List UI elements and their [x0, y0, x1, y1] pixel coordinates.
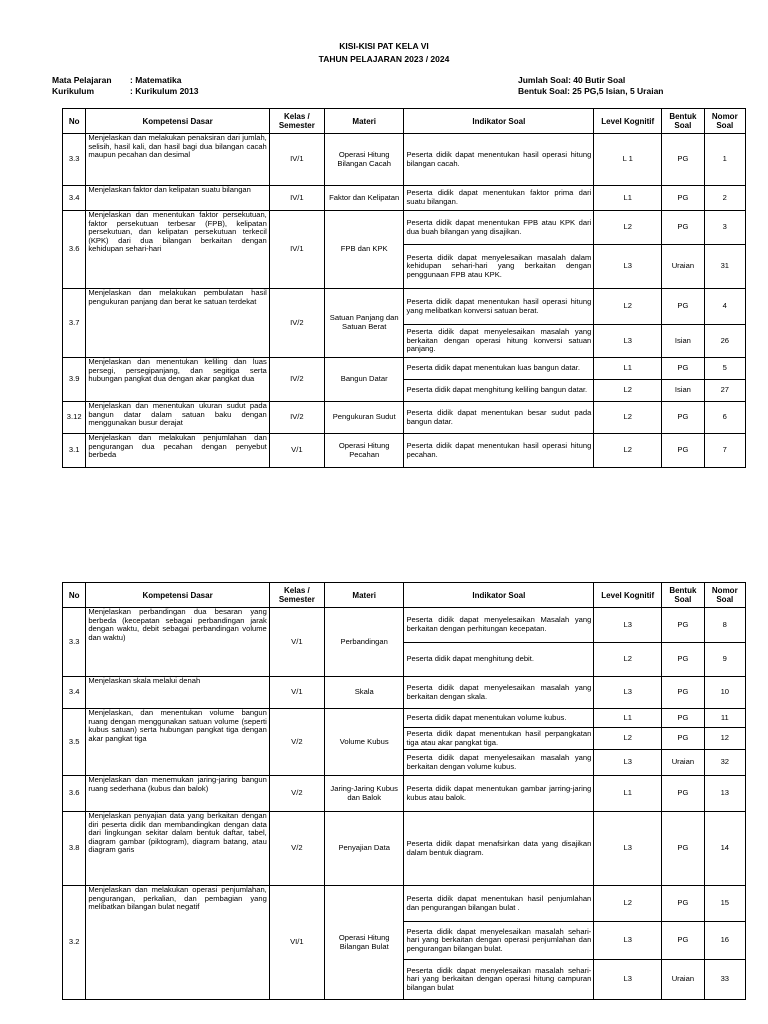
mapel-value: : Matematika — [130, 75, 182, 85]
cell-materi: Pengukuran Sudut — [324, 402, 404, 434]
cell-bentuk: Isian — [662, 380, 704, 402]
cell-level: L2 — [594, 289, 662, 325]
cell-kompetensi-dasar: Menjelaskan dan melakukan operasi penjumlahan, pengurangan, perkalian, dan pembagian yang melibatkan bilangan bulat negatif — [86, 886, 269, 1000]
cell-nomor: 8 — [704, 608, 745, 643]
cell-kelas: V/2 — [269, 776, 324, 812]
table-row — [63, 289, 746, 325]
cell-bentuk: PG — [662, 709, 704, 728]
cell-bentuk: PG — [662, 186, 704, 211]
cell-bentuk: PG — [662, 358, 704, 380]
cell-bentuk: PG — [662, 434, 704, 468]
cell-bentuk: PG — [662, 776, 704, 812]
cell-materi: Skala — [324, 677, 404, 709]
cell-nomor: 3 — [704, 211, 745, 245]
cell-no: 3.6 — [63, 776, 86, 812]
cell-indikator: Peserta didik dapat menafsirkan data yang disajikan dalam bentuk diagram. — [404, 812, 594, 886]
table-row — [63, 776, 746, 812]
cell-no: 3.3 — [63, 608, 86, 677]
cell-kompetensi-dasar: Menjelaskan skala melalui denah — [86, 677, 269, 709]
cell-indikator: Peserta didik dapat menyelesaikan masalah dalam kehidupan sehari-hari yang berkaitan dengan penggunaan FPB atau KPK. — [404, 245, 594, 289]
table-row — [63, 434, 746, 468]
cell-materi: Volume Kubus — [324, 709, 404, 776]
cell-bentuk: PG — [662, 608, 704, 643]
cell-bentuk: PG — [662, 677, 704, 709]
cell-indikator: Peserta didik dapat menyelesaikan masalah yang berkaitan dengan skala. — [404, 677, 594, 709]
cell-no: 3.6 — [63, 211, 86, 289]
cell-nomor: 7 — [704, 434, 745, 468]
header-level: Level Kognitif — [594, 109, 662, 134]
cell-bentuk: Uraian — [662, 245, 704, 289]
cell-nomor: 5 — [704, 358, 745, 380]
cell-no: 3.9 — [63, 358, 86, 402]
table-row — [63, 358, 746, 380]
cell-bentuk: Isian — [662, 325, 704, 358]
cell-level: L2 — [594, 728, 662, 750]
cell-indikator: Peserta didik dapat menentukan hasil operasi hitung bilangan cacah. — [404, 134, 594, 186]
table-row — [63, 211, 746, 245]
cell-kelas: IV/1 — [269, 186, 324, 211]
cell-bentuk: PG — [662, 289, 704, 325]
cell-kelas: IV/2 — [269, 358, 324, 402]
header-bentuk: Bentuk Soal — [662, 583, 704, 608]
cell-indikator: Peserta didik dapat menentukan faktor prima dari suatu bilangan. — [404, 186, 594, 211]
cell-indikator: Peserta didik dapat menentukan besar sudut pada bangun datar. — [404, 402, 594, 434]
cell-kompetensi-dasar: Menjelaskan dan menentukan ukuran sudut pada bangun datar dalam satuan baku dengan menggunakan busur derajat — [86, 402, 269, 434]
cell-level: L2 — [594, 380, 662, 402]
table-row — [63, 134, 746, 186]
cell-no: 3.4 — [63, 186, 86, 211]
cell-level: L1 — [594, 709, 662, 728]
cell-nomor: 27 — [704, 380, 745, 402]
cell-materi: Operasi Hitung Pecahan — [324, 434, 404, 468]
cell-nomor: 1 — [704, 134, 745, 186]
cell-level: L3 — [594, 325, 662, 358]
cell-bentuk: PG — [662, 643, 704, 677]
cell-kelas: V/1 — [269, 677, 324, 709]
header-kd: Kompetensi Dasar — [86, 109, 269, 134]
table-row — [63, 677, 746, 709]
cell-nomor: 32 — [704, 750, 745, 776]
cell-kompetensi-dasar: Menjelaskan dan melakukan penaksiran dari jumlah, selisih, hasil kali, dan hasil bagi dua bilangan cacah maupun pecahan dan desimal — [86, 134, 269, 186]
header-no: No — [63, 109, 86, 134]
cell-materi: Perbandingan — [324, 608, 404, 677]
cell-materi: Bangun Datar — [324, 358, 404, 402]
cell-nomor: 13 — [704, 776, 745, 812]
cell-indikator: Peserta didik dapat menyelesaikan masalah sehari-hari yang berkaitan dengan operasi hitung campuran bilangan bulat — [404, 960, 594, 1000]
cell-materi: Faktor dan Kelipatan — [324, 186, 404, 211]
jumlah-soal: Jumlah Soal: 40 Butir Soal — [518, 75, 626, 85]
cell-nomor: 9 — [704, 643, 745, 677]
cell-bentuk: PG — [662, 922, 704, 960]
cell-nomor: 16 — [704, 922, 745, 960]
header-materi: Materi — [324, 109, 404, 134]
cell-materi: Penyajian Data — [324, 812, 404, 886]
cell-nomor: 15 — [704, 886, 745, 922]
cell-no: 3.8 — [63, 812, 86, 886]
cell-kelas: V/1 — [269, 434, 324, 468]
cell-nomor: 33 — [704, 960, 745, 1000]
table-row — [63, 186, 746, 211]
header-kelas: Kelas / Semester — [269, 109, 324, 134]
cell-materi: Satuan Panjang dan Satuan Berat — [324, 289, 404, 358]
cell-level: L1 — [594, 776, 662, 812]
cell-level: L3 — [594, 677, 662, 709]
cell-level: L2 — [594, 402, 662, 434]
cell-kompetensi-dasar: Menjelaskan, dan menentukan volume bangun ruang dengan menggunakan satuan volume (seperti kubus satuan) serta hubungan pangkat tiga dengan akar pangkat tiga — [86, 709, 269, 776]
header-materi: Materi — [324, 583, 404, 608]
cell-kelas: V/2 — [269, 709, 324, 776]
cell-level: L3 — [594, 750, 662, 776]
cell-level: L2 — [594, 211, 662, 245]
cell-nomor: 31 — [704, 245, 745, 289]
header-nomor: Nomor Soal — [704, 583, 745, 608]
cell-indikator: Peserta didik dapat menentukan FPB atau KPK dari dua buah bilangan yang disajikan. — [404, 211, 594, 245]
cell-kompetensi-dasar: Menjelaskan dan melakukan penjumlahan dan pengurangan dua pecahan dengan penyebut berbeda — [86, 434, 269, 468]
kurikulum-label: Kurikulum — [52, 86, 95, 96]
cell-kelas: V/2 — [269, 812, 324, 886]
cell-level: L3 — [594, 922, 662, 960]
kisi-kisi-table-2 — [62, 582, 746, 1000]
cell-indikator: Peserta didik dapat menentukan hasil penjumlahan dan pengurangan bilangan bulat . — [404, 886, 594, 922]
cell-bentuk: PG — [662, 211, 704, 245]
cell-kompetensi-dasar: Menjelaskan penyajian data yang berkaitan dengan diri peserta didik dan membandingkan dengan data dari lingkungan sekitar dalam bentuk daftar, tabel, diagram gambar (piktogram), diagram batang, atau diagram garis — [86, 812, 269, 886]
cell-indikator: Peserta didik dapat menyelesaikan masalah sehari-hari yang berkaitan dengan operasi penjumlahan dan pengurangan bilangan bulat. — [404, 922, 594, 960]
cell-no: 3.7 — [63, 289, 86, 358]
cell-indikator: Peserta didik dapat menyelesaikan Masalah yang berkaitan dengan perhitungan kecepatan. — [404, 608, 594, 643]
cell-bentuk: PG — [662, 134, 704, 186]
cell-indikator: Peserta didik dapat menyelesaikan masalah yang berkaitan dengan volume kubus. — [404, 750, 594, 776]
header-no: No — [63, 583, 86, 608]
cell-kelas: IV/1 — [269, 134, 324, 186]
cell-level: L 1 — [594, 134, 662, 186]
table-row — [63, 812, 746, 886]
cell-no: 3.4 — [63, 677, 86, 709]
table-row — [63, 608, 746, 643]
cell-nomor: 4 — [704, 289, 745, 325]
header-bentuk: Bentuk Soal — [662, 109, 704, 134]
cell-indikator: Peserta didik dapat menentukan hasil operasi hitung yang melibatkan konversi satuan berat. — [404, 289, 594, 325]
cell-kelas: IV/2 — [269, 289, 324, 358]
cell-bentuk: PG — [662, 402, 704, 434]
meta-kurikulum — [52, 86, 199, 96]
cell-indikator: Peserta didik dapat menentukan gambar jarring-jaring kubus atau balok. — [404, 776, 594, 812]
table-row — [63, 709, 746, 728]
cell-nomor: 2 — [704, 186, 745, 211]
kisi-kisi-table-1 — [62, 108, 746, 468]
cell-bentuk: PG — [662, 728, 704, 750]
cell-kompetensi-dasar: Menjelaskan dan menentukan keliling dan luas persegi, persegipanjang, dan segitiga serta hubungan pangkat dua dengan akar pangkat dua — [86, 358, 269, 402]
cell-bentuk: PG — [662, 812, 704, 886]
cell-indikator: Peserta didik dapat menentukan hasil operasi hitung pecahan. — [404, 434, 594, 468]
cell-kompetensi-dasar: Menjelaskan faktor dan kelipatan suatu bilangan — [86, 186, 269, 211]
bentuk-soal: Bentuk Soal: 25 PG,5 Isian, 5 Uraian — [518, 86, 664, 96]
cell-nomor: 11 — [704, 709, 745, 728]
cell-indikator: Peserta didik dapat menentukan volume kubus. — [404, 709, 594, 728]
cell-level: L2 — [594, 643, 662, 677]
cell-nomor: 26 — [704, 325, 745, 358]
cell-level: L1 — [594, 186, 662, 211]
doc-subtitle: TAHUN PELAJARAN 2023 / 2024 — [318, 54, 450, 64]
cell-bentuk: Uraian — [662, 750, 704, 776]
cell-level: L3 — [594, 608, 662, 643]
cell-nomor: 6 — [704, 402, 745, 434]
kurikulum-value: : Kurikulum 2013 — [130, 86, 199, 96]
cell-no: 3.1 — [63, 434, 86, 468]
cell-no: 3.2 — [63, 886, 86, 1000]
header-kelas: Kelas / Semester — [269, 583, 324, 608]
cell-level: L3 — [594, 812, 662, 886]
table-row — [63, 886, 746, 922]
header-indikator: Indikator Soal — [404, 583, 594, 608]
cell-materi: Operasi Hitung Bilangan Bulat — [324, 886, 404, 1000]
cell-level: L3 — [594, 245, 662, 289]
cell-indikator: Peserta didik dapat menentukan hasil perpangkatan tiga atau akar pangkat tiga. — [404, 728, 594, 750]
cell-bentuk: Uraian — [662, 960, 704, 1000]
cell-kelas: IV/1 — [269, 211, 324, 289]
cell-nomor: 12 — [704, 728, 745, 750]
mapel-label: Mata Pelajaran — [52, 75, 112, 85]
header-indikator: Indikator Soal — [404, 109, 594, 134]
cell-bentuk: PG — [662, 886, 704, 922]
cell-indikator: Peserta didik dapat menghitung debit. — [404, 643, 594, 677]
cell-nomor: 10 — [704, 677, 745, 709]
cell-kelas: IV/2 — [269, 402, 324, 434]
cell-materi: FPB dan KPK — [324, 211, 404, 289]
cell-kelas: V/1 — [269, 608, 324, 677]
doc-title: KISI-KISI PAT KELA VI — [339, 41, 429, 51]
cell-no: 3.12 — [63, 402, 86, 434]
cell-nomor: 14 — [704, 812, 745, 886]
cell-no: 3.5 — [63, 709, 86, 776]
cell-kompetensi-dasar: Menjelaskan dan menentukan faktor persekutuan, faktor persekutuan terbesar (FPB), kelipatan persekutuan, dan kelipatan persekutuan terkecil (KPK) dari dua bilangan berkaitan dengan kehidupan sehari-hari — [86, 211, 269, 289]
cell-kompetensi-dasar: Menjelaskan dan menemukan jaring-jaring bangun ruang sederhana (kubus dan balok) — [86, 776, 269, 812]
cell-kelas: VI/1 — [269, 886, 324, 1000]
cell-kompetensi-dasar: Menjelaskan perbandingan dua besaran yang berbeda (kecepatan sebagai perbandingan jarak dengan waktu, debit sebagai perbandingan volume dan waktu) — [86, 608, 269, 677]
cell-materi: Operasi Hitung Bilangan Cacah — [324, 134, 404, 186]
cell-kompetensi-dasar: Menjelaskan dan melakukan pembulatan hasil pengukuran panjang dan berat ke satuan terdekat — [86, 289, 269, 358]
cell-indikator: Peserta didik dapat menyelesaikan masalah yang berkaitan dengan operasi hitung konversi satuan panjang. — [404, 325, 594, 358]
header-nomor: Nomor Soal — [704, 109, 745, 134]
meta-mapel — [52, 75, 182, 85]
cell-materi: Jaring-Jaring Kubus dan Balok — [324, 776, 404, 812]
table-row — [63, 402, 746, 434]
header-level: Level Kognitif — [594, 583, 662, 608]
cell-level: L2 — [594, 434, 662, 468]
cell-level: L2 — [594, 886, 662, 922]
header-kd: Kompetensi Dasar — [86, 583, 269, 608]
cell-level: L1 — [594, 358, 662, 380]
cell-level: L3 — [594, 960, 662, 1000]
cell-indikator: Peserta didik dapat menghitung keliling bangun datar. — [404, 380, 594, 402]
cell-indikator: Peserta didik dapat menentukan luas bangun datar. — [404, 358, 594, 380]
cell-no: 3.3 — [63, 134, 86, 186]
